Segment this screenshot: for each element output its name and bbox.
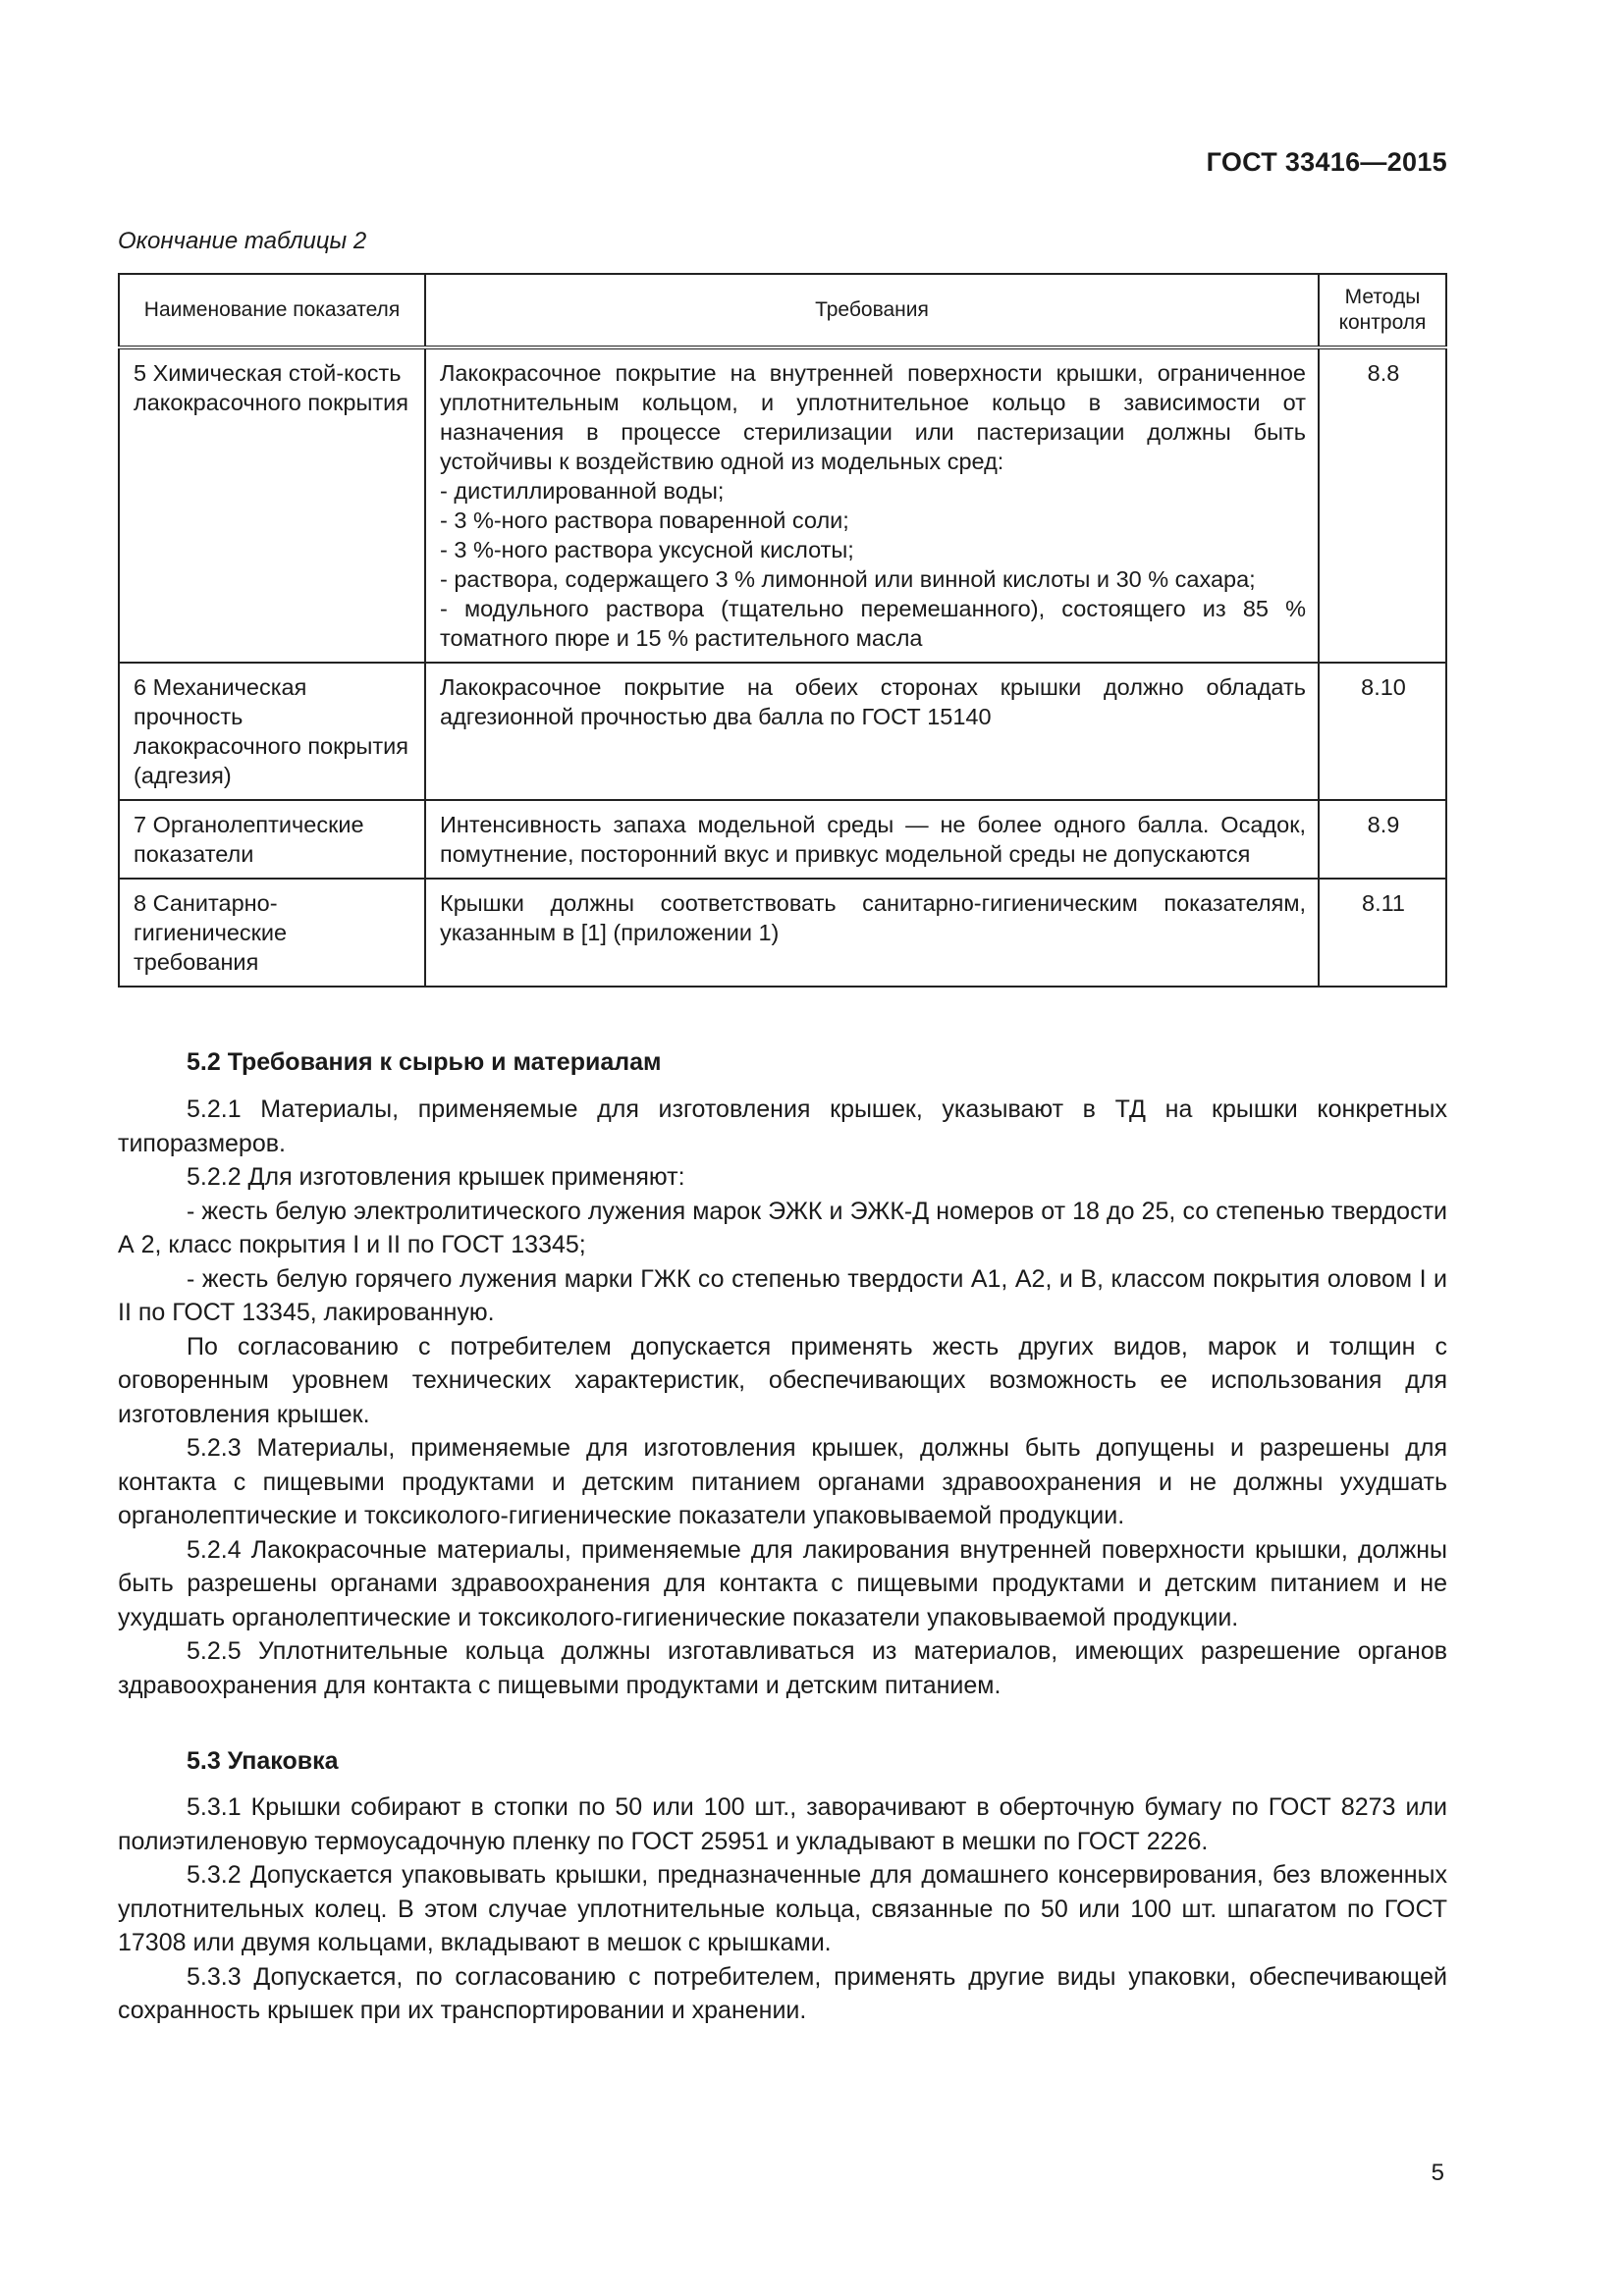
indicator-name: 7 Органолептические показатели — [119, 800, 425, 879]
paragraph: - жесть белую горячего лужения марки ГЖК со степенью твердости А1, А2, и В, классом покрытия оловом I и II по ГОСТ 13345, лакированную. — [118, 1264, 1447, 1326]
table-header-row — [119, 274, 1446, 347]
requirement-text — [425, 800, 1319, 879]
requirement-line: - 3 %-ного раствора уксусной кислоты; — [440, 537, 854, 562]
section-heading-5-2: 5.2 Требования к сырью и материалам — [187, 1048, 662, 1076]
indicator-name: 8 Санитарно-гигиенические требования — [119, 879, 425, 987]
table-row — [119, 800, 1446, 879]
column-header-name: Наименование показателя — [119, 274, 425, 347]
control-method: 8.8 — [1319, 347, 1446, 663]
indicator-name: 6 Механическая прочность лакокрасочного покрытия (адгезия) — [119, 663, 425, 800]
paragraph: 5.2.4 Лакокрасочные материалы, применяемые для лакирования внутренней поверхности крышки, должны быть разрешены органами здравоохранения для контакта с пищевыми продуктами и детским питанием и не ухудшать органолептические и токсиколого-гигиенические показатели упаковываемой продукции. — [118, 1535, 1447, 1631]
table-row — [119, 879, 1446, 987]
paragraph: 5.2.3 Материалы, применяемые для изготовления крышек, должны быть допущены и разрешены для контакта с пищевыми продуктами и детским питанием органами здравоохранения и не должны ухудшать органолептические и токсиколого-гигиенические показатели упаковываемой продукции. — [118, 1434, 1447, 1529]
requirement-line: Крышки должны соответствовать санитарно-гигиеническим показателям, указанным в [1] (приложении 1) — [440, 890, 1306, 945]
table-row — [119, 347, 1446, 663]
control-method: 8.10 — [1319, 663, 1446, 800]
requirement-line: - раствора, содержащего 3 % лимонной или винной кислоты и 30 % сахара; — [440, 566, 1256, 592]
column-header-methods: Методы контроля — [1319, 274, 1446, 347]
column-header-requirements: Требования — [425, 274, 1319, 347]
paragraph: 5.2.5 Уплотнительные кольца должны изготавливаться из материалов, имеющих разрешение органов здравоохранения для контакта с пищевыми продуктами и детским питанием. — [118, 1637, 1447, 1699]
table-row — [119, 663, 1446, 800]
requirement-text — [425, 663, 1319, 800]
requirement-line: - модульного раствора (тщательно перемешанного), состоящего из 85 % томатного пюре и 15 % растительного масла — [440, 596, 1306, 651]
paragraph: 5.2.1 Материалы, применяемые для изготовления крышек, указывают в ТД на крышки конкретных типоразмеров. — [118, 1095, 1447, 1157]
section-heading-5-3: 5.3 Упаковка — [187, 1747, 339, 1775]
paragraph: По согласованию с потребителем допускается применять жесть других видов, марок и толщин с оговоренным уровнем технических характеристик, обеспечивающих возможность ее использования для изготовления крышек. — [118, 1332, 1447, 1428]
paragraph: 5.3.1 Крышки собирают в стопки по 50 или 100 шт., заворачивают в оберточную бумагу по ГОСТ 8273 или полиэтиленовую термоусадочную пленку по ГОСТ 25951 и укладывают в мешки по ГОСТ 2226. — [118, 1793, 1447, 1855]
requirement-text — [425, 879, 1319, 987]
table-caption: Окончание таблицы 2 — [118, 228, 367, 254]
control-method: 8.9 — [1319, 800, 1446, 879]
section-body-5-2 — [118, 1093, 1447, 1702]
control-method: 8.11 — [1319, 879, 1446, 987]
section-body-5-3 — [118, 1790, 1447, 2028]
requirement-line: - 3 %-ного раствора поваренной соли; — [440, 507, 849, 533]
page-number: 5 — [1431, 2160, 1444, 2186]
requirement-line: Лакокрасочное покрытие на внутренней поверхности крышки, ограниченное уплотнительным кольцом, и уплотнительное кольцо в зависимости от назначения в процессе стерилизации или пастеризации должны быть устойчивы к воздействию одной из модельных сред: — [440, 360, 1306, 474]
paragraph: - жесть белую электролитического лужения марок ЭЖК и ЭЖК-Д номеров от 18 до 25, со степенью твердости А 2, класс покрытия I и II по ГОСТ 13345; — [118, 1197, 1447, 1258]
requirement-line: Интенсивность запаха модельной среды — не более одного балла. Осадок, помутнение, посторонний вкус и привкус модельной среды не допускаются — [440, 812, 1306, 867]
paragraph: 5.2.2 Для изготовления крышек применяют: — [187, 1163, 685, 1191]
paragraph: 5.3.2 Допускается упаковывать крышки, предназначенные для домашнего консервирования, без вложенных уплотнительных колец. В этом случае уплотнительные кольца, связанные по 50 или 100 шт. шпагатом по ГОСТ 17308 или двумя кольцами, вкладывают в мешок с крышками. — [118, 1861, 1447, 1956]
paragraph: 5.3.3 Допускается, по согласованию с потребителем, применять другие виды упаковки, обеспечивающей сохранность крышек при их транспортировании и хранении. — [118, 1962, 1447, 2024]
requirement-line: - дистиллированной воды; — [440, 478, 725, 504]
standard-designation: ГОСТ 33416—2015 — [1206, 147, 1447, 177]
requirement-line: Лакокрасочное покрытие на обеих сторонах крышки должно обладать адгезионной прочностью два балла по ГОСТ 15140 — [440, 674, 1306, 729]
indicator-name: 5 Химическая стой-кость лакокрасочного покрытия — [119, 347, 425, 663]
requirements-table — [118, 273, 1447, 988]
requirement-text — [425, 347, 1319, 663]
